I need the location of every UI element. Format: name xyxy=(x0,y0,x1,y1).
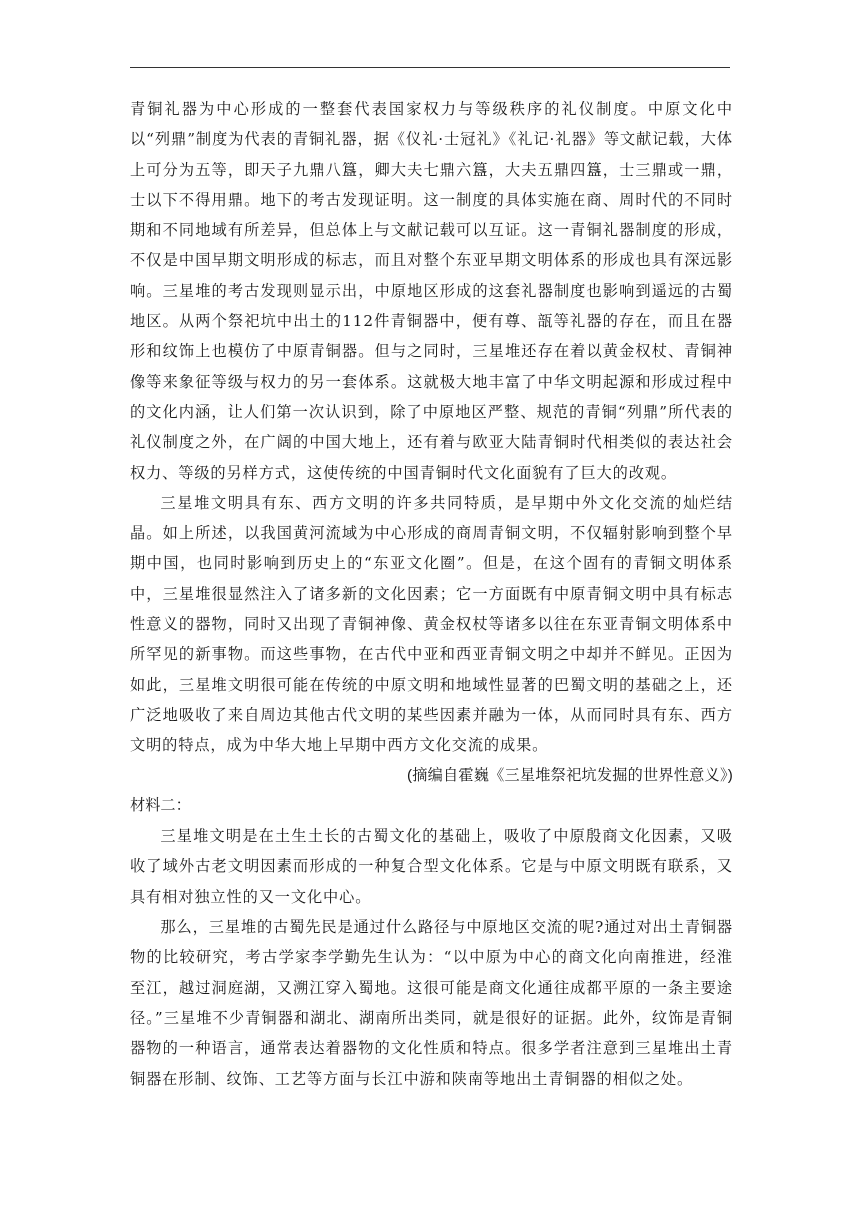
paragraph-sanxingdui-traits: 三星堆文明具有东、西方文明的许多共同特质，是早期中外文化交流的灿烂结晶。如上所述，以我国黄河流域为中心形成的商周青铜文明，不仅辐射影响到整个早期中国，也同时影响到历史上的“东亚文化圈”。但是，在这个固有的青铜文明体系中，三星堆很显然注入了诸多新的文化因素；它一方面既有中原青铜文明中具有标志性意义的器物，同时又出现了青铜神像、黄金权杖等诸多以往在东亚青铜文明体系中所罕见的新事物。而这些事物，在古代中亚和西亚青铜文明之中却并不鲜见。正因为如此，三星堆文明很可能在传统的中原文明和地域性显著的巴蜀文明的基础之上，还广泛地吸收了来自周边其他古代文明的某些因素并融为一体，从而同时具有东、西方文明的特点，成为中华大地上早期中西方文化交流的成果。 xyxy=(130,493,733,755)
material-two-label: 材料二： xyxy=(130,796,191,814)
source-citation: (摘编自霍巍《三星堆祭祀坑发掘的世界性意义》) xyxy=(406,766,733,784)
header-rule xyxy=(130,67,730,68)
document-body xyxy=(130,94,733,1094)
paragraph-ritual-bronze: 青铜礼器为中心形成的一整套代表国家权力与等级秩序的礼仪制度。中原文化中以“列鼎”制度为代表的青铜礼器，据《仪礼·士冠礼》《礼记·礼器》等文献记载，大体上可分为五等，即天子九鼎八簋，卿大夫七鼎六簋，大夫五鼎四簋，士三鼎或一鼎，士以下不得用鼎。地下的考古发现证明。这一制度的具体实施在商、周时代的不同时期和不同地域有所差异，但总体上与文献记载可以互证。这一青铜礼器制度的形成，不仅是中国早期文明形成的标志，而且对整个东亚早期文明体系的形成也具有深远影响。三星堆的考古发现则显示出，中原地区形成的这套礼器制度也影响到遥远的古蜀地区。从两个祭祀坑中出土的112件青铜器中，便有尊、瓿等礼器的存在，而且在器形和纹饰上也模仿了中原青铜器。但与之同时，三星堆还存在着以黄金权杖、青铜神像等来象征等级与权力的另一套体系。这就极大地丰富了中华文明起源和形成过程中的文化内涵，让人们第一次认识到，除了中原地区严整、规范的青铜“列鼎”所代表的礼仪制度之外，在广阔的中国大地上，还有着与欧亚大陆青铜时代相类似的表达社会权力、等级的另样方式，这使传统的中国青铜时代文化面貌有了巨大的改观。 xyxy=(130,100,733,482)
paragraph-composite-culture: 三星堆文明是在土生土长的古蜀文化的基础上，吸收了中原殷商文化因素，又吸收了域外古老文明因素而形成的一种复合型文化体系。它是与中原文明既有联系，又具有相对独立性的又一文化中心。 xyxy=(130,827,733,906)
paragraph-exchange-route: 那么，三星堆的古蜀先民是通过什么路径与中原地区交流的呢?通过对出土青铜器物的比较研究，考古学家李学勤先生认为：“以中原为中心的商文化向南推进，经淮至江，越过洞庭湖，又溯江穿入蜀地。这很可能是商文化通往成都平原的一条主要途径。”三星堆不少青铜器和湖北、湖南所出类同，就是很好的证据。此外，纹饰是青铜器物的一种语言，通常表达着器物的文化性质和特点。很多学者注意到三星堆出土青铜器在形制、纹饰、工艺等方面与长江中游和陕南等地出土青铜器的相似之处。 xyxy=(130,918,733,1088)
